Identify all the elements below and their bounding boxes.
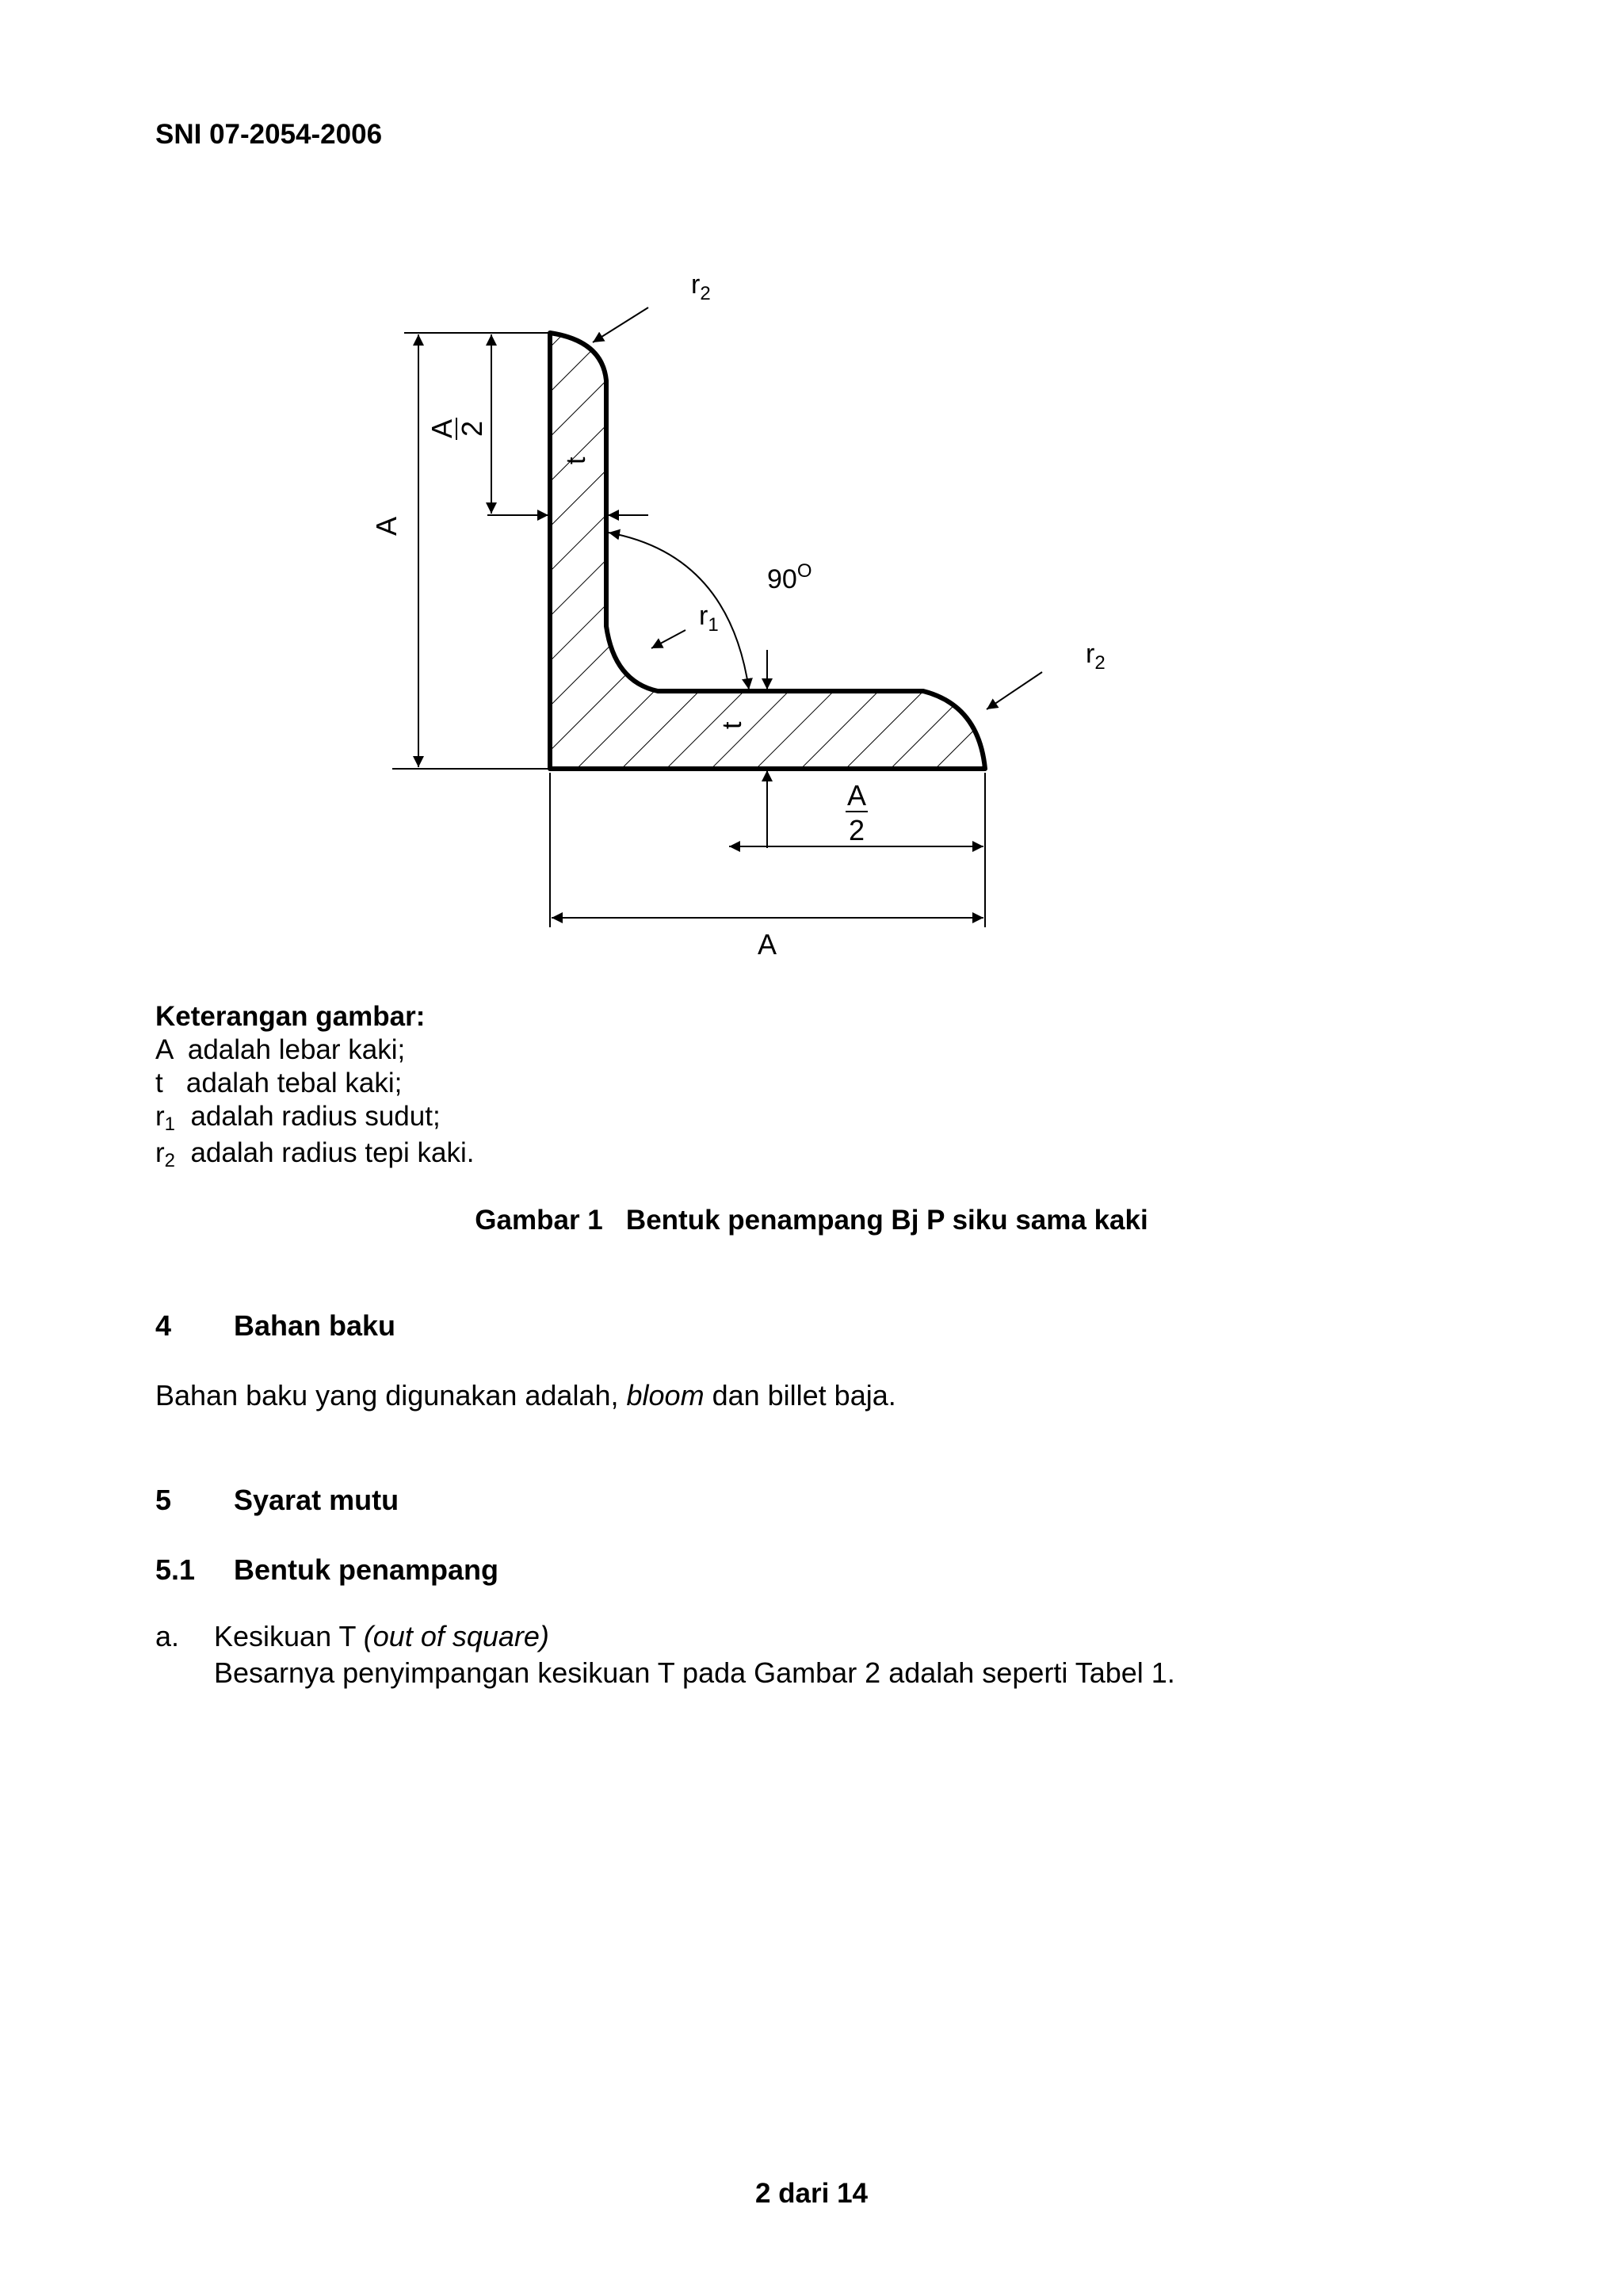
angle-profile <box>547 325 991 777</box>
section-title: Bentuk penampang <box>234 1553 499 1586</box>
list-item-a: a. Kesikuan T (out of square) Besarnya penyimpangan kesikuan T pada Gambar 2 adalah seperti Tabel 1. <box>155 1618 1175 1691</box>
label-t-horizontal: t <box>717 721 747 729</box>
angle-section-drawing <box>0 0 1623 999</box>
section-5-heading <box>155 1484 399 1517</box>
label-angle: $90^O$ <box>767 560 812 594</box>
figure-caption: Gambar 1 Bentuk penampang Bj P siku sama kaki <box>475 1205 1148 1236</box>
section-4-paragraph: Bahan baku yang digunakan adalah, bloom dan billet baja. <box>155 1379 896 1412</box>
label-r2-right: $r_2$ <box>1086 639 1106 674</box>
label-r1: $r_1$ <box>699 601 719 636</box>
legend-item: r1 adalah radius sudut; <box>155 1101 441 1135</box>
legend-item: A adalah lebar kaki; <box>155 1034 406 1065</box>
section-4-heading <box>155 1309 395 1343</box>
list-item-body: Besarnya penyimpangan kesikuan T pada Gambar 2 adalah seperti Tabel 1. <box>214 1656 1175 1689</box>
label-t-vertical: t <box>561 457 591 464</box>
leader-r2-top <box>593 308 648 342</box>
list-item-label: a. <box>155 1620 180 1652</box>
leader-r1 <box>651 630 685 648</box>
label-a-bottom: A <box>757 928 777 961</box>
svg-text:2: 2 <box>848 814 865 846</box>
svg-text:2: 2 <box>456 420 488 437</box>
svg-text:A: A <box>846 779 867 812</box>
page-number: 2 dari 14 <box>754 2178 869 2209</box>
label-a-half-bottom <box>846 779 868 846</box>
figure-labels <box>370 269 1106 961</box>
label-r2-top: $r_2$ <box>691 269 711 304</box>
section-5-1-heading <box>155 1553 498 1587</box>
standard-code: SNI 07-2054-2006 <box>155 119 383 150</box>
label-a-left: A <box>370 516 403 536</box>
legend-item: r2 adalah radius tepi kaki. <box>155 1137 475 1171</box>
figure-legend <box>155 1000 474 1173</box>
section-number: 5.1 <box>155 1553 196 1586</box>
label-a-half-left <box>426 418 488 440</box>
section-number: 5 <box>155 1484 172 1516</box>
legend-item: t adalah tebal kaki; <box>155 1068 403 1098</box>
section-title: Syarat mutu <box>234 1484 399 1516</box>
section-number: 4 <box>155 1309 172 1342</box>
leader-r2-right <box>987 672 1042 709</box>
angle-90-arc <box>609 533 749 690</box>
dimension-lines <box>418 308 1042 918</box>
svg-text:A: A <box>426 418 458 439</box>
angle-section-figure <box>0 0 1623 999</box>
section-title: Bahan baku <box>234 1309 396 1342</box>
legend-title: Keterangan gambar: <box>155 1001 426 1032</box>
